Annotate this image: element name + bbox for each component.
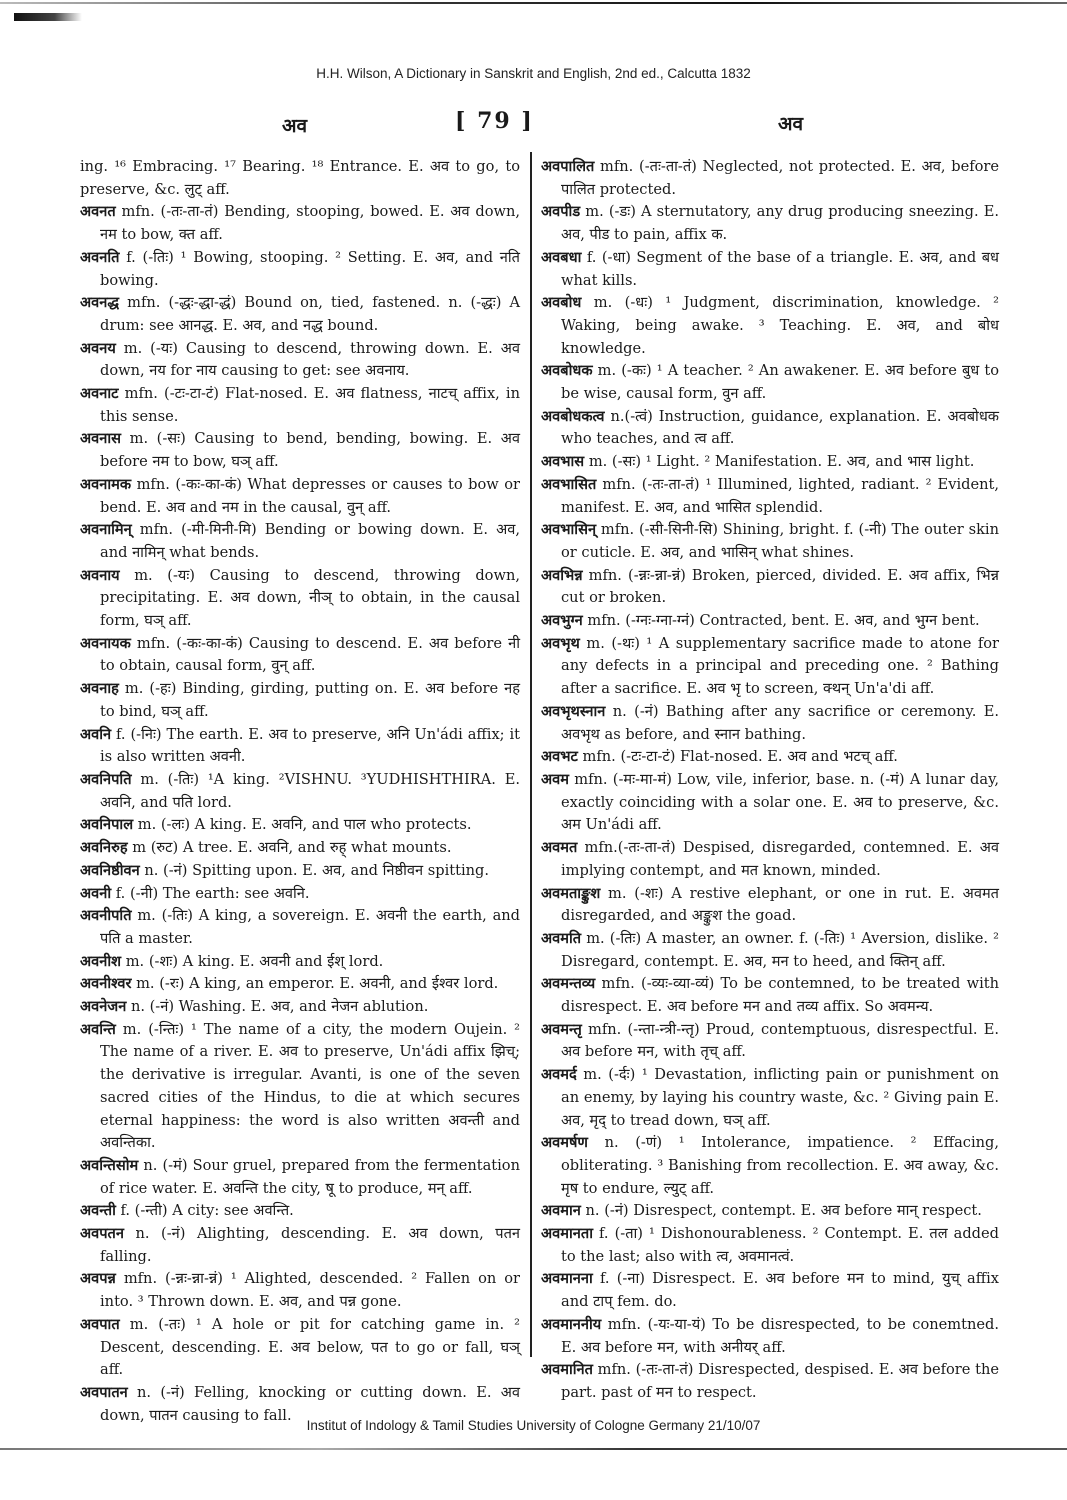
- entry-headword: अवभिन्न: [541, 566, 583, 584]
- entry-definition: mfn. (-न्ता-न्त्री-न्तृ) Proud, contemptuous, disrespectful. E. अव before मन, with तृच् aff.: [561, 1020, 1000, 1061]
- entry-definition: f. (-नी) The earth: see अवनि.: [115, 884, 310, 902]
- entry-definition: m. (-शः) A restive elephant, or one in rut. E. अवमत disregarded, and अङ्कुश the goad.: [561, 884, 999, 925]
- entry-headword: अवमानता: [541, 1225, 593, 1243]
- dictionary-entry: [80, 837, 520, 860]
- dictionary-entry: [541, 360, 999, 405]
- entry-definition: mfn. (-तः-ता-तं) ¹ Illumined, lighted, radiant. ² Evident, manifest. E. अव, and भासित splendid.: [561, 475, 999, 516]
- entry-definition: n. (-नं) Bathing after any sacrifice or ceremony. E. अवभृथ as before, and स्नान bathing.: [561, 702, 1000, 743]
- scan-edge-top: [0, 2, 1067, 4]
- entry-definition: mfn. (-तः-ता-तं) Bending, stooping, bowed. E. अव down, नम to bow, क्त aff.: [100, 203, 521, 244]
- entry-definition: mfn. (-कः-का-कं) Causing to descend. E. अव before नी to obtain, causal form, वुन् aff.: [100, 634, 521, 675]
- right-entry-list: [541, 156, 999, 1405]
- entry-headword: अवमत: [541, 839, 578, 857]
- entry-definition: m. (-रः) A king, an emperor. E. अवनी, and ईश्वर lord.: [136, 975, 499, 993]
- dictionary-entry: [80, 1155, 520, 1200]
- entry-definition: m (रुट) A tree. E. अवनि, and रुह् what mounts.: [132, 839, 452, 857]
- dictionary-entry: [541, 247, 999, 292]
- dictionary-entry: [80, 860, 520, 883]
- entry-headword: अवपतन: [80, 1225, 124, 1243]
- entry-definition: mfn. (-सी-सिनी-सि) Shining, bright. f. (-नी) The outer skin or cuticle. E. अव, and भासिन् what shines.: [561, 521, 999, 561]
- dictionary-entry: [80, 678, 520, 723]
- entry-headword: अवनाह: [80, 680, 119, 698]
- footer-credit: Institut of Indology & Tamil Studies University of Cologne Germany 21/10/07: [306, 1418, 761, 1433]
- entry-definition: mfn. (-न्नः-न्ना-न्नं) ¹ Alighted, descended. ² Fallen on or into. ³ Thrown down. E. अव, and पन्न gone.: [100, 1270, 520, 1311]
- entry-headword: अवमर्द: [541, 1066, 577, 1084]
- dictionary-entry: [541, 292, 999, 360]
- entry-definition: mfn. (-तः-ता-तं) Neglected, not protected. E. अव, before पालित protected.: [561, 158, 1000, 198]
- entry-headword: अवन्तिसोम: [80, 1156, 139, 1174]
- dictionary-entry: [541, 701, 999, 746]
- entry-headword: अवमर्षण: [541, 1134, 588, 1152]
- entry-definition: f. (-न्ती) A city: see अवन्ति.: [120, 1202, 294, 1220]
- dictionary-entry: [80, 292, 520, 337]
- entry-headword: अवमाननीय: [541, 1315, 602, 1333]
- entry-headword: अवनीश्वर: [80, 975, 132, 993]
- entry-definition: m. (-डः) A sternutatory, any drug producing sneezing. E. अव, पीड to pain, affix क.: [561, 203, 999, 244]
- entry-definition: m. (-लः) A king. E. अवनि, and पाल who protects.: [137, 816, 472, 834]
- entry-definition: mfn. (-द्धः-द्धा-द्धं) Bound on, tied, fastened. n. (-द्धः) A drum: see आनद्ध. E. अव, and नद्ध bound.: [100, 294, 521, 334]
- entry-headword: अवनास: [80, 430, 122, 448]
- entry-definition: mfn. (-यः-या-यं) To be disrespected, to be conemtned. E. अव before मन, with अनीयर् aff.: [561, 1315, 1000, 1356]
- dictionary-entry: [80, 247, 520, 292]
- entry-headword: अवभासित: [541, 475, 597, 493]
- entry-definition: mfn.(-तः-ता-तं) Despised, disregarded, contemned. E. अव implying contempt, and मत known, minded.: [561, 839, 1000, 879]
- entry-headword: अवनि: [80, 725, 112, 743]
- entry-headword: अवनायक: [80, 634, 131, 652]
- dictionary-entry: [80, 383, 520, 428]
- entry-headword: अवनाट: [80, 385, 119, 403]
- entry-definition: mfn. (-तः-ता-तं) Disrespected, despised. E. अव before the part. past of मन to respect.: [561, 1361, 999, 1401]
- scan-edge-bottom: [0, 1448, 1067, 1450]
- dictionary-entry: [541, 519, 999, 564]
- dictionary-entry: [80, 428, 520, 473]
- entry-definition: f. (-धा) Segment of the base of a triangle. E. अव, and बध what kills.: [561, 248, 999, 289]
- entry-definition: n. (-मं) Sour gruel, prepared from the fermentation of rice water. E. अवन्ति the city, षू to produce, मन् aff.: [100, 1156, 520, 1197]
- dictionary-entry: [80, 565, 520, 633]
- entry-headword: अवमन्तृ: [541, 1020, 582, 1038]
- dictionary-entry: [541, 1064, 999, 1132]
- left-entry-list: [80, 201, 520, 1427]
- entry-definition: mfn. (-टः-टा-टं) Flat-nosed. E. अव flatness, नाटच् affix, in this sense.: [100, 385, 520, 425]
- entry-headword: अवनीपति: [80, 907, 132, 925]
- dictionary-entry: [80, 1223, 520, 1268]
- dictionary-entry: [80, 905, 520, 950]
- right-column: [541, 156, 999, 1405]
- entry-headword: अवपालित: [541, 158, 595, 175]
- entry-headword: अवबधा: [541, 248, 582, 266]
- dictionary-entry: [80, 519, 520, 564]
- entry-definition: m. (-न्तिः) ¹ The name of a city, the modern Oujein. ² The name of a river. E. अव to preserve, Un'ádi affix झिच्; the derivative is irregular. Avanti, is one of the seven sacred cities of the Hindus, to die at which secures eternal happiness: the word is also written अवन्ती and अवन्तिका.: [100, 1020, 521, 1152]
- dictionary-entry: [80, 814, 520, 837]
- dictionary-entry: [80, 338, 520, 383]
- entry-definition: m. (-सः) Causing to bend, bending, bowing. E. अव before नम to bow, घञ् aff.: [100, 430, 521, 471]
- entry-headword: अवमानना: [541, 1270, 593, 1288]
- dictionary-entry: [541, 201, 999, 246]
- entry-headword: अवबोध: [541, 294, 582, 312]
- running-head-right: अव: [778, 113, 804, 135]
- dictionary-entry: [541, 973, 999, 1018]
- dictionary-entry: [80, 951, 520, 974]
- dictionary-entry: [80, 769, 520, 814]
- dictionary-entry: [541, 883, 999, 928]
- entry-headword: अवभट: [541, 748, 578, 766]
- entry-definition: mfn. (-व्यः-व्या-व्यं) To be contemned, to be treated with disrespect. E. अव before मन and तव्य affix. So अवमन्य.: [561, 975, 999, 1016]
- entry-definition: n. (-नं) Felling, knocking or cutting down. E. अव down, पातन causing to fall.: [100, 1383, 521, 1424]
- dictionary-entry: [541, 1268, 999, 1313]
- dictionary-entry: [80, 1268, 520, 1313]
- entry-definition: m. (-थः) ¹ A supplementary sacrifice made to atone for any defects in a principal and preceding one. ² Bathing after a sacrifice. E. अव भृ to screen, क्थन् Un'a'di aff.: [561, 634, 1000, 698]
- entry-definition: mfn. (-मः-मा-मं) Low, vile, inferior, base. n. (-मं) A lunar day, exactly coinciding with a solar one. E. अव to preserve, &c. अम Un'ádi aff.: [561, 770, 1000, 834]
- entry-headword: अवभृथ: [541, 634, 580, 652]
- entry-headword: अवमानित: [541, 1361, 593, 1379]
- entry-headword: अवबोधकत्व: [541, 407, 605, 425]
- source-header: H.H. Wilson, A Dictionary in Sanskrit and English, 2nd ed., Calcutta 1832: [316, 66, 751, 81]
- entry-headword: अवनति: [80, 248, 120, 266]
- entry-headword: अवमति: [541, 929, 582, 947]
- running-head: [0, 108, 1067, 142]
- entry-definition: n. (-नं) Spitting upon. E. अव, and निष्ठीवन spitting.: [144, 861, 490, 879]
- dictionary-entry: [80, 1019, 520, 1155]
- entry-headword: अवमन्तव्य: [541, 975, 596, 993]
- dictionary-entry: [80, 201, 520, 246]
- left-column: [80, 156, 520, 1427]
- entry-definition: mfn. (-ग्नः-ग्ना-ग्नं) Contracted, bent. E. अव, and भुग्न bent.: [587, 612, 980, 630]
- column-divider: [530, 152, 532, 1357]
- dictionary-entry: [80, 973, 520, 996]
- dictionary-entry: [541, 1223, 999, 1268]
- dictionary-entry: [80, 1314, 520, 1382]
- dictionary-entry: [541, 1359, 999, 1404]
- entry-headword: अवन्ति: [80, 1020, 116, 1038]
- dictionary-entry: [541, 451, 999, 474]
- entry-definition: m. (-तिः) ¹A king. ²VISHNU. ³YUDHISHTHIRA. E. अवनि, and पति lord.: [100, 770, 521, 811]
- dictionary-entry: [541, 474, 999, 519]
- entry-definition: n. (-णं) ¹ Intolerance, impatience. ² Effacing, obliterating. ³ Banishing from recollection. E. अव away, &c. मृष to endure, ल्युट् aff.: [561, 1134, 999, 1197]
- dictionary-entry: [541, 1132, 999, 1200]
- entry-definition: m. (-सः) ¹ Light. ² Manifestation. E. अव, and भास light.: [588, 453, 975, 471]
- entry-headword: अवनिरुह: [80, 839, 128, 857]
- entry-definition: m. (-धः) ¹ Judgment, discrimination, knowledge. ² Waking, being awake. ³ Teaching. E. अव, and बोध knowledge.: [561, 294, 1000, 357]
- entry-headword: अवम: [541, 770, 569, 788]
- dictionary-entry: [541, 769, 999, 837]
- entry-definition: mfn. (-कः-का-कं) What depresses or causes to bow or bend. E. अव and नम in the causal, वुन् aff.: [100, 475, 521, 516]
- entry-headword: अवनिपाल: [80, 816, 134, 834]
- entry-headword: अवनत: [80, 203, 116, 221]
- entry-headword: अवभुग्न: [541, 612, 583, 630]
- entry-headword: अवपातन: [80, 1383, 128, 1401]
- entry-definition: mfn. (-मी-मिनी-मि) Bending or bowing down. E. अव, and नामिन् what bends.: [100, 521, 520, 561]
- entry-definition: f. (-तिः) ¹ Bowing, stooping. ² Setting. E. अव, and नति bowing.: [100, 248, 520, 289]
- dictionary-entry: [541, 633, 999, 701]
- scan-corner-mark: [14, 13, 82, 21]
- dictionary-entry: [541, 610, 999, 633]
- dictionary-entry: [541, 156, 999, 201]
- entry-headword: अवनेजन: [80, 998, 127, 1016]
- entry-headword: अवनी: [80, 884, 112, 902]
- entry-definition: mfn. (-न्नः-न्ना-न्नं) Broken, pierced, divided. E. अव affix, भिन्न cut or broken.: [561, 566, 999, 607]
- entry-definition: n. (-नं) Alighting, descending. E. अव down, पतन falling.: [100, 1225, 520, 1265]
- entry-headword: अवनिपति: [80, 770, 132, 788]
- running-head-left: अव: [282, 115, 308, 137]
- dictionary-entry: [80, 474, 520, 519]
- entry-headword: अवनाय: [80, 566, 120, 584]
- entry-definition: m. (-तः) ¹ A hole or pit for catching game in. ² Descent, descending. E. अव below, पत to go or fall, घञ् aff.: [100, 1315, 521, 1379]
- dictionary-entry: [541, 1019, 999, 1064]
- entry-definition: m. (-यः) Causing to descend, throwing down, precipitating. E. अव down, नीञ् to obtain, in the causal form, घञ् aff.: [100, 566, 520, 630]
- entry-headword: अवमान: [541, 1202, 581, 1220]
- entry-headword: अवन्ती: [80, 1202, 116, 1220]
- entry-definition: n. (-नं) Washing. E. अव, and नेजन ablution.: [130, 998, 429, 1016]
- entry-definition: mfn. (-टः-टा-टं) Flat-nosed. E. अव and भटच् aff.: [582, 748, 898, 766]
- dictionary-entry: [541, 406, 999, 451]
- page-number: [ 79 ]: [455, 108, 534, 134]
- entry-headword: अवपन्न: [80, 1270, 116, 1288]
- entry-headword: अवपात: [80, 1315, 120, 1333]
- entry-definition: m. (-यः) Causing to descend, throwing down. E. अव down, नय for नाय causing to get: see अवनाय.: [100, 339, 521, 380]
- dictionary-entry: [80, 633, 520, 678]
- continuation-entry: ing. ¹⁶ Embracing. ¹⁷ Bearing. ¹⁸ Entrance. E. अव to go, to preserve, &c. लुट् aff.: [80, 158, 520, 198]
- entry-headword: अवनय: [80, 339, 116, 357]
- dictionary-entry: [80, 1200, 520, 1223]
- entry-definition: m. (-हः) Binding, girding, putting on. E. अव before नह to bind, घञ् aff.: [100, 680, 520, 720]
- entry-headword: अवनद्ध: [80, 294, 120, 312]
- dictionary-entry: [541, 1200, 999, 1223]
- dictionary-entry: [541, 928, 999, 973]
- dictionary-entry: [541, 746, 999, 769]
- dictionary-entry: [80, 996, 520, 1019]
- entry-definition: m. (-तिः) A king, a sovereign. E. अवनी the earth, and पति a master.: [100, 907, 521, 947]
- entry-definition: f. (-ना) Disrespect. E. अव before मन to mind, युच् affix and टाप् fem. do.: [561, 1270, 999, 1311]
- entry-definition: f. (-निः) The earth. E. अव to preserve, अनि Un'ádi affix; it is also written अवनी.: [100, 725, 521, 766]
- entry-headword: अवनामक: [80, 475, 132, 493]
- entry-headword: अवभास: [541, 453, 585, 471]
- entry-headword: अवमताङ्कुश: [541, 884, 601, 902]
- entry-headword: अवभृथस्नान: [541, 702, 606, 720]
- entry-definition: m. (-र्दः) ¹ Devastation, inflicting pain or punishment on an enemy, by laying his country waste, &c. ² Giving pain E. अव, मृद् to tread down, घञ् aff.: [561, 1066, 1000, 1129]
- entry-definition: m. (-शः) A king. E. अवनी and ईश् lord.: [125, 952, 384, 970]
- dictionary-entry: [541, 837, 999, 882]
- dictionary-entry: [541, 1314, 999, 1359]
- entry-headword: अवनीश: [80, 952, 122, 970]
- entry-headword: अवभासिन्: [541, 521, 597, 539]
- entry-headword: अवनामिन्: [80, 521, 132, 539]
- entry-definition: m. (-कः) ¹ A teacher. ² An awakener. E. अव before बुध to be wise, causal form, वुन aff.: [561, 362, 999, 403]
- entry-headword: अवनिष्ठीवन: [80, 861, 140, 879]
- dictionary-entry: [80, 724, 520, 769]
- entry-headword: अवबोधक: [541, 362, 593, 380]
- dictionary-entry: [541, 565, 999, 610]
- dictionary-entry: [80, 883, 520, 906]
- entry-definition: f. (-ता) ¹ Dishonourableness. ² Contempt. E. तल added to the last; also with त्व, अवमानत्वं.: [561, 1225, 999, 1265]
- entry-definition: m. (-तिः) A master, an owner. f. (-तिः) ¹ Aversion, dislike. ² Disregard, contempt. E. अव, मन to heed, and क्तिन् aff.: [561, 929, 999, 970]
- entry-definition: n.(-त्वं) Instruction, guidance, explanation. E. अवबोधक who teaches, and त्व aff.: [561, 407, 999, 448]
- entry-definition: n. (-नं) Disrespect, contempt. E. अव before मान् respect.: [585, 1202, 982, 1220]
- entry-headword: अवपीड: [541, 203, 581, 221]
